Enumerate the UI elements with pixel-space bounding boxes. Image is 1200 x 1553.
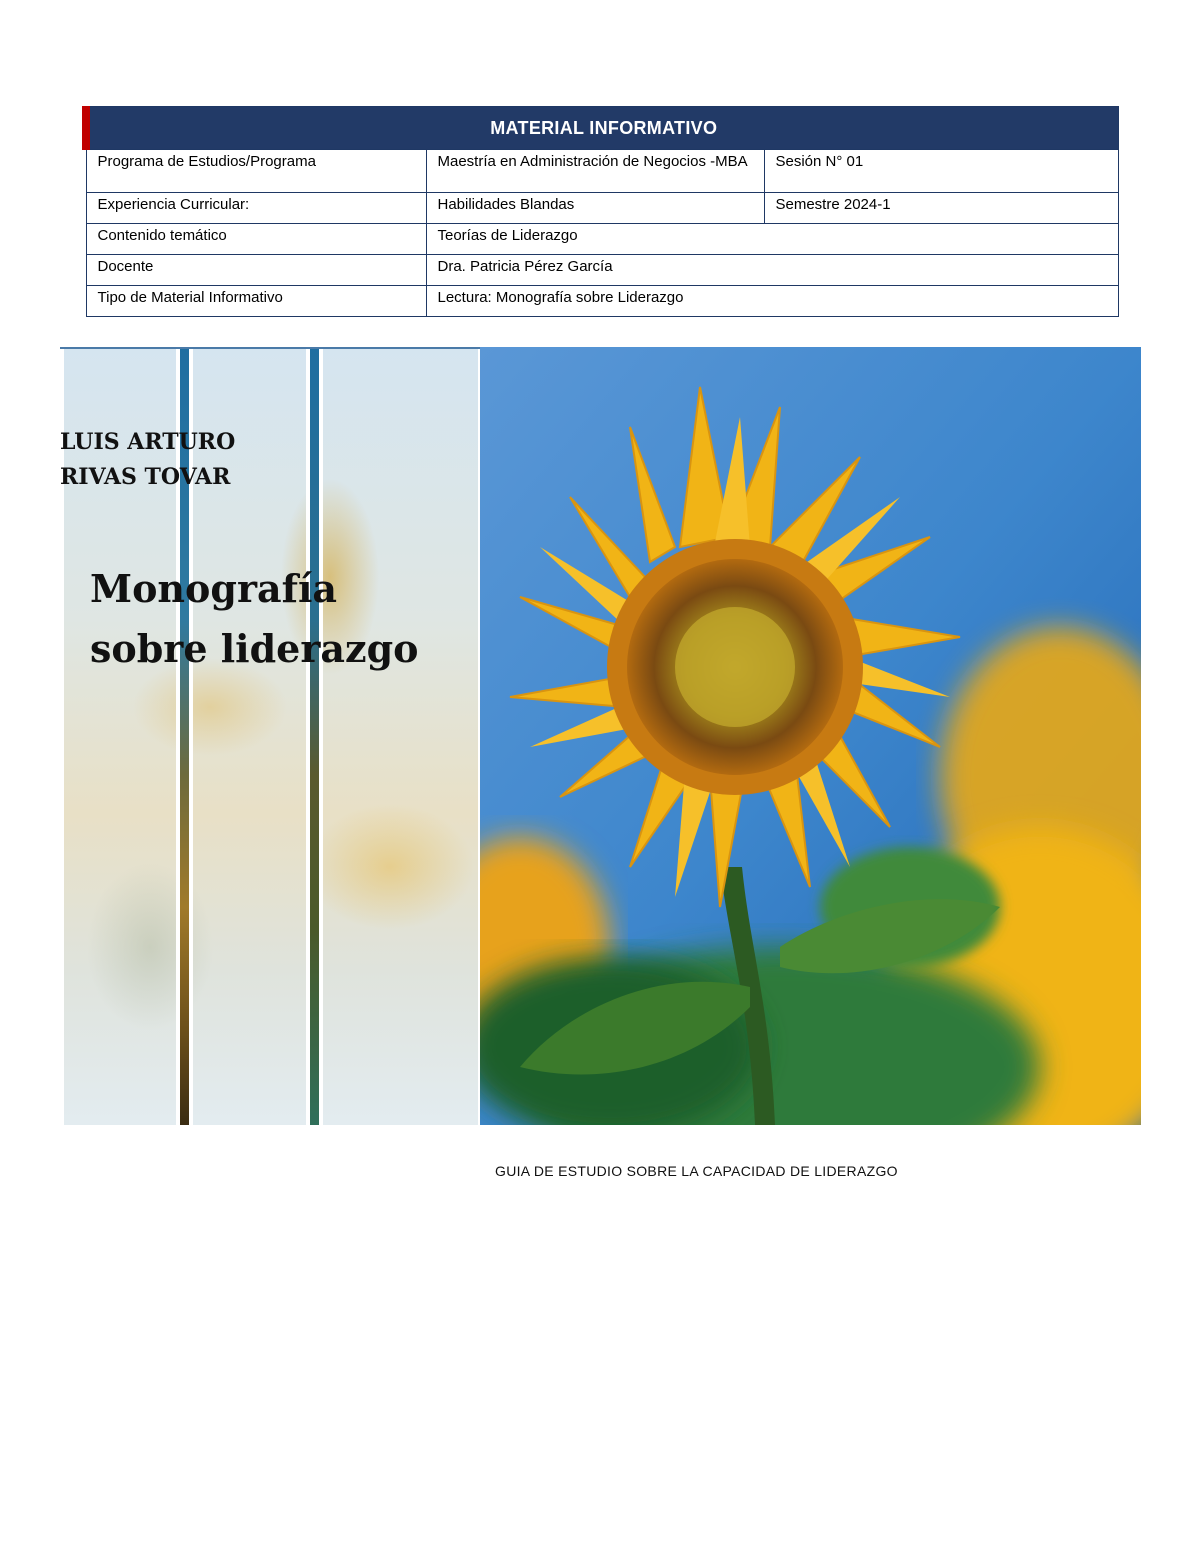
row-value: Lectura: Monografía sobre Liderazgo [426, 286, 1118, 317]
table-row [86, 193, 1118, 224]
title-line: Monografía [90, 566, 337, 611]
cover-divider [306, 347, 310, 1125]
author-line: LUIS ARTURO [60, 429, 236, 455]
cover-panel [60, 347, 1141, 1125]
author-name [60, 425, 300, 495]
row-label: Experiencia Curricular: [86, 193, 426, 224]
row-value: Teorías de Liderazgo [426, 224, 1118, 255]
row-label: Contenido temático [86, 224, 426, 255]
row-label: Programa de Estudios/Programa [86, 150, 426, 193]
table-row [86, 255, 1118, 286]
cover-left-panel [60, 347, 480, 1125]
row-label: Tipo de Material Informativo [86, 286, 426, 317]
cover-top-rule [60, 347, 482, 349]
row-label: Docente [86, 255, 426, 286]
title-line: sobre liderazgo [90, 626, 419, 671]
table-title: MATERIAL INFORMATIVO [86, 107, 1118, 150]
cover-divider [319, 347, 323, 1125]
table-row [86, 224, 1118, 255]
row-value: Maestría en Administración de Negocios -MBA [426, 150, 764, 193]
cover-title [90, 559, 470, 679]
row-extra: Sesión N° 01 [764, 150, 1118, 193]
sunflower-photo [480, 347, 1141, 1125]
row-value: Dra. Patricia Pérez García [426, 255, 1118, 286]
author-line: RIVAS TOVAR [60, 464, 231, 490]
guide-subtitle: GUIA DE ESTUDIO SOBRE LA CAPACIDAD DE LIDERAZGO [495, 1163, 898, 1179]
cover-stripe [310, 347, 319, 1125]
row-value: Habilidades Blandas [426, 193, 764, 224]
table-row [86, 286, 1118, 317]
row-extra: Semestre 2024-1 [764, 193, 1118, 224]
table-row [86, 150, 1118, 193]
info-table [82, 106, 1119, 317]
